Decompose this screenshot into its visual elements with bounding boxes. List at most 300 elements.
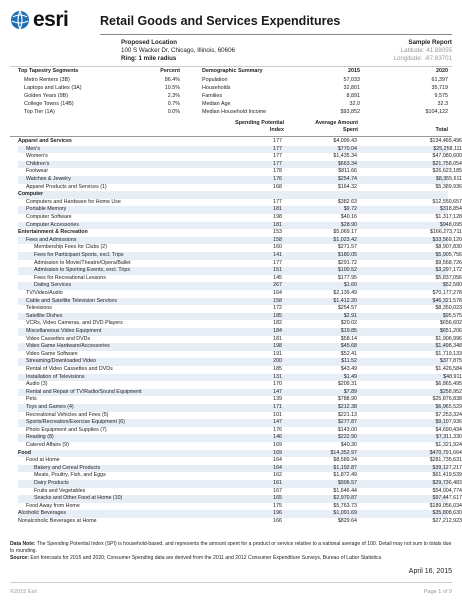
ring: Ring: 1 mile radius bbox=[121, 54, 177, 62]
spi-value: 177 bbox=[273, 138, 282, 144]
table-row bbox=[18, 442, 462, 450]
demographic-2015: 57,033 bbox=[343, 77, 360, 83]
table-row bbox=[18, 244, 462, 252]
total-value: $7,311,330 bbox=[435, 434, 462, 441]
spi-header-line1: Spending Potential bbox=[235, 120, 284, 126]
spi-value: 147 bbox=[273, 419, 282, 426]
coordinate-header bbox=[394, 39, 453, 62]
row-label: Membership Fees for Clubs (2) bbox=[34, 244, 108, 251]
total-value: $8,907,830 bbox=[435, 244, 462, 251]
avg-spent-value: $382.63 bbox=[337, 198, 357, 205]
spi-value: 182 bbox=[273, 320, 282, 327]
table-row bbox=[18, 502, 462, 511]
spi-value: 175 bbox=[273, 502, 282, 509]
spi-value: 160 bbox=[273, 244, 282, 251]
spi-value: 170 bbox=[273, 381, 282, 388]
total-value: $7,253,324 bbox=[435, 411, 462, 418]
avg-spent-value: $2.91 bbox=[343, 312, 357, 319]
table-row bbox=[18, 457, 462, 465]
logo-text: esri bbox=[33, 8, 69, 31]
row-label: Streaming/Downloaded Video bbox=[26, 358, 96, 365]
total-value: $21,758,054 bbox=[432, 160, 462, 167]
spi-value: 185 bbox=[273, 312, 282, 319]
spi-value: 158 bbox=[273, 236, 282, 243]
avg-spent-value: $811.66 bbox=[338, 168, 357, 175]
avg-spent-value: $1.60 bbox=[343, 282, 357, 289]
table-row bbox=[18, 267, 462, 275]
spi-value: 267 bbox=[273, 282, 282, 289]
avg-spent-value: $271.57 bbox=[337, 244, 357, 251]
avg-spent-value: $1,646.44 bbox=[333, 487, 357, 494]
table-row bbox=[18, 373, 462, 382]
spi-header-line2: Index bbox=[269, 127, 284, 133]
row-label: Fees for Participant Sports, excl. Trips bbox=[34, 252, 124, 258]
row-label: Watches & Jewelry bbox=[26, 176, 71, 182]
total-value: $6,965,529 bbox=[435, 404, 462, 410]
avg-spent-value: $40.30 bbox=[340, 442, 357, 448]
total-value: $39,127,217 bbox=[432, 464, 462, 471]
spi-value: 164 bbox=[273, 464, 282, 471]
total-value: $4,690,434 bbox=[435, 426, 462, 433]
avg-spent-value: $277.87 bbox=[337, 419, 357, 426]
avg-spent-value: $20.02 bbox=[340, 320, 357, 327]
row-label: Rental and Repair of TV/Radio/Sound Equipment bbox=[26, 388, 142, 395]
avg-spent-value: $143.00 bbox=[337, 426, 357, 433]
spi-value: 200 bbox=[273, 358, 282, 365]
table-row bbox=[18, 290, 462, 298]
total-value: $9,107,936 bbox=[435, 419, 462, 426]
spi-value: 158 bbox=[273, 297, 282, 304]
row-label: Portable Memory bbox=[26, 206, 67, 213]
table-row bbox=[18, 305, 462, 313]
spi-value: 141 bbox=[273, 252, 282, 258]
row-label: Apparel and Services bbox=[18, 138, 72, 144]
demographic-2020: 35,719 bbox=[431, 85, 448, 91]
spi-value: 131 bbox=[273, 373, 282, 380]
table-row bbox=[18, 510, 462, 518]
total-value: $27,212,923 bbox=[432, 518, 462, 524]
spi-value: 146 bbox=[273, 434, 282, 441]
avg-spent-value: $7.89 bbox=[343, 388, 357, 395]
spi-value: 167 bbox=[273, 487, 282, 494]
demographic-2020: 61,397 bbox=[431, 77, 448, 83]
total-value: $656,602 bbox=[439, 320, 462, 327]
total-value: $1,498,348 bbox=[435, 343, 462, 350]
demographic-label: Median Age bbox=[202, 101, 231, 107]
row-label: Pets bbox=[26, 396, 37, 403]
tapestry-percent: 0.7% bbox=[167, 101, 180, 107]
table-row bbox=[18, 350, 462, 359]
tapestry-segment: Laptops and Lattes (3A) bbox=[24, 85, 82, 91]
tapestry-percent: 0.0% bbox=[167, 109, 180, 115]
row-label: Cable and Satellite Television Services bbox=[26, 297, 117, 304]
table-row bbox=[18, 160, 462, 169]
table-row bbox=[18, 176, 462, 184]
tapestry-segment: Metro Renters (3B) bbox=[24, 77, 70, 83]
table-row bbox=[18, 411, 462, 420]
spi-value: 145 bbox=[273, 274, 282, 281]
location-header bbox=[121, 39, 235, 62]
tapestry-section bbox=[10, 68, 452, 120]
data-note-text: The Spending Potential Index (SPI) is household-based, and represents the amount spent for a product or service relative to a national average of 100. Detail may not sum to totals due to rounding. bbox=[10, 541, 452, 554]
row-label: Meats, Poultry, Fish, and Eggs bbox=[34, 472, 106, 479]
spi-value: 172 bbox=[273, 305, 282, 312]
total-value: $258,952 bbox=[439, 388, 462, 395]
row-label: Televisions bbox=[26, 305, 52, 312]
table-row bbox=[18, 282, 462, 290]
spi-value: 185 bbox=[273, 366, 282, 372]
category-row bbox=[18, 191, 448, 199]
demographic-label: Population bbox=[202, 77, 228, 83]
row-label: Video Cassettes and DVDs bbox=[26, 335, 91, 342]
spi-value: 177 bbox=[273, 145, 282, 152]
table-row bbox=[18, 426, 462, 435]
tapestry-header-percent: Percent bbox=[160, 68, 180, 74]
tapestry-segment: Top Tier (1A) bbox=[24, 109, 55, 115]
total-value: $52,580 bbox=[442, 282, 462, 289]
tapestry-segment: College Towns (14B) bbox=[24, 101, 74, 107]
spi-value: 166 bbox=[273, 518, 282, 524]
demographic-2020: $104,122 bbox=[425, 109, 448, 115]
table-row bbox=[18, 366, 462, 374]
total-value: $1,426,584 bbox=[435, 366, 462, 372]
table-row bbox=[18, 259, 462, 268]
table-row bbox=[18, 419, 462, 427]
row-label: Food Away from Home bbox=[26, 502, 80, 509]
demographic-2020: 32.3 bbox=[437, 101, 448, 107]
total-value: $189,056,034 bbox=[429, 502, 462, 509]
total-value: $3,297,172 bbox=[435, 267, 462, 274]
category-row bbox=[18, 229, 462, 237]
spi-value: 191 bbox=[273, 350, 282, 357]
row-label: Computer Software bbox=[26, 214, 72, 220]
avg-spent-value: $1.49 bbox=[343, 373, 357, 380]
avg-spent-value: $28.90 bbox=[340, 221, 357, 228]
tapestry-percent: 10.5% bbox=[164, 85, 180, 91]
demographic-2015: 32,801 bbox=[343, 85, 360, 91]
table-row bbox=[18, 396, 462, 404]
avg-spent-value: $2,970.87 bbox=[333, 495, 357, 502]
row-label: Bakery and Cereal Products bbox=[34, 464, 101, 471]
row-label: Alcoholic Beverages bbox=[18, 510, 66, 517]
tapestry-segment: Golden Years (9B) bbox=[24, 93, 69, 99]
spi-value: 139 bbox=[273, 396, 282, 403]
total-value: $48,911 bbox=[443, 373, 462, 380]
avg-spent-value: $788.90 bbox=[337, 396, 357, 403]
spi-value: 153 bbox=[273, 229, 282, 236]
spi-value: 164 bbox=[273, 290, 282, 296]
column-headers bbox=[10, 120, 452, 136]
tapestry-header-segments: Top Tapestry Segments bbox=[18, 68, 79, 74]
table-row bbox=[18, 495, 462, 503]
category-row bbox=[18, 138, 462, 146]
avg-spent-value: $1,091.69 bbox=[333, 510, 357, 517]
table-row bbox=[18, 198, 462, 207]
demographic-2015: 8,891 bbox=[346, 93, 360, 99]
longitude: Longitude: -87.63701 bbox=[393, 54, 452, 62]
table-row bbox=[18, 328, 462, 336]
avg-spent-value: $254.57 bbox=[337, 305, 357, 312]
table-row bbox=[18, 312, 462, 321]
row-label: Apparel Products and Services (1) bbox=[26, 183, 107, 190]
total-value: $54,004,774 bbox=[432, 487, 462, 494]
avg-spent-value: $177.95 bbox=[337, 274, 357, 281]
avg-spent-value: $2,139.49 bbox=[333, 290, 357, 296]
total-value: $1,321,924 bbox=[435, 442, 462, 448]
table-row bbox=[18, 183, 462, 192]
spi-value: 162 bbox=[273, 472, 282, 479]
avg-spent-value: $45.68 bbox=[340, 343, 357, 350]
spi-value: 196 bbox=[273, 510, 282, 517]
avg-spent-value: $43.49 bbox=[340, 366, 357, 372]
total-value: $318,854 bbox=[439, 206, 462, 213]
demographic-2015: 32.0 bbox=[349, 101, 360, 107]
row-label: Children's bbox=[26, 160, 50, 167]
row-label: Miscellaneous Video Equipment bbox=[26, 328, 102, 334]
total-value: $9,568,726 bbox=[435, 259, 462, 266]
table-row bbox=[18, 388, 462, 397]
table-row bbox=[18, 221, 462, 230]
total-value: $25,258,111 bbox=[433, 145, 462, 152]
total-value: $1,317,128 bbox=[435, 214, 462, 220]
spi-value: 178 bbox=[273, 168, 282, 175]
avg-spent-value: $212.38 bbox=[337, 404, 357, 410]
row-label: Admission to Movie/Theatre/Opera/Ballet bbox=[34, 259, 131, 266]
divider bbox=[10, 66, 452, 67]
avg-spent-value: $100.52 bbox=[337, 267, 357, 274]
row-label: Admission to Sporting Events, excl. Trips bbox=[34, 267, 130, 274]
source-text: Esri forecasts for 2015 and 2020; Consumer Spending data are derived from the 2011 and 2012 Consumer Expenditure Surveys, Bureau of Labor Statistics. bbox=[30, 555, 383, 562]
total-value: $8,350,023 bbox=[435, 305, 462, 312]
spi-value: 181 bbox=[273, 206, 282, 213]
table-row bbox=[18, 252, 462, 260]
avg-spent-value: $1,435.34 bbox=[333, 153, 357, 160]
total-value: $29,736,483 bbox=[432, 480, 462, 486]
avg-spent-value: $5,763.73 bbox=[333, 502, 357, 509]
row-label: Food at Home bbox=[26, 457, 60, 464]
spi-value: 147 bbox=[273, 388, 282, 395]
row-label: Toys and Games (4) bbox=[26, 404, 74, 410]
row-label: Computers and Hardware for Home Use bbox=[26, 198, 121, 205]
avg-spent-value: $221.13 bbox=[337, 411, 357, 418]
avg-spent-value: $1,192.87 bbox=[333, 464, 357, 471]
spi-value: 169 bbox=[273, 449, 282, 456]
row-label: Fees and Admissions bbox=[26, 236, 77, 243]
avg-spent-value: $291.72 bbox=[337, 259, 357, 266]
spi-value: 176 bbox=[273, 426, 282, 433]
avg-header-line2: Spent bbox=[343, 127, 358, 133]
avg-spent-value: $770.04 bbox=[337, 145, 357, 152]
table-row bbox=[18, 464, 462, 473]
page-number: Page 1 of 9 bbox=[423, 589, 452, 595]
total-value: $47,080,600 bbox=[432, 153, 462, 160]
table-row bbox=[18, 480, 462, 488]
table-row bbox=[18, 487, 462, 496]
row-label: Satellite Dishes bbox=[26, 312, 63, 319]
tapestry-percent: 86.4% bbox=[164, 77, 180, 83]
total-value: $377,875 bbox=[439, 358, 462, 365]
table-row bbox=[18, 236, 462, 245]
table-row bbox=[18, 358, 462, 366]
spi-value: 161 bbox=[273, 480, 282, 486]
spi-value: 184 bbox=[273, 328, 282, 334]
row-label: Dating Services bbox=[34, 282, 72, 289]
copyright: ©2015 Esri bbox=[10, 589, 38, 595]
total-value: $166,273,711 bbox=[429, 229, 462, 236]
row-label: TV/Video/Audio bbox=[26, 290, 63, 296]
row-label: Photo Equipment and Supplies (7) bbox=[26, 426, 107, 433]
row-label: Snacks and Other Food at Home (10) bbox=[34, 495, 123, 502]
total-value: $35,808,630 bbox=[432, 510, 462, 517]
total-value: $948,095 bbox=[439, 221, 462, 228]
total-value: $5,389,936 bbox=[435, 183, 462, 190]
table-row bbox=[18, 153, 462, 161]
spi-value: 169 bbox=[273, 442, 282, 448]
spi-value: 181 bbox=[273, 335, 282, 342]
row-label: Men's bbox=[26, 145, 40, 152]
demographic-label: Families bbox=[202, 93, 223, 99]
row-label: Women's bbox=[26, 153, 48, 160]
category-row bbox=[18, 449, 462, 458]
table-row bbox=[18, 206, 462, 214]
avg-spent-value: $222.90 bbox=[337, 434, 357, 441]
total-value: $5,837,056 bbox=[435, 274, 462, 281]
row-label: Video Game Hardware/Accessories bbox=[26, 343, 110, 350]
globe-icon bbox=[10, 10, 30, 30]
table-row bbox=[18, 381, 462, 389]
row-label: Dairy Products bbox=[34, 480, 69, 486]
total-value: $70,177,278 bbox=[432, 290, 462, 296]
avg-spent-value: $1,412.20 bbox=[333, 297, 357, 304]
table-row bbox=[18, 343, 462, 351]
total-value: $46,321,578 bbox=[432, 297, 462, 304]
row-label: Entertainment & Recreation bbox=[18, 229, 88, 236]
avg-spent-value: $906.57 bbox=[337, 480, 357, 486]
row-label: Sports/Recreation/Exercise Equipment (6) bbox=[26, 419, 125, 426]
avg-spent-value: $14,352.97 bbox=[330, 449, 357, 456]
total-value: $1,719,133 bbox=[435, 350, 462, 357]
row-label: Computer bbox=[18, 191, 44, 198]
table-row bbox=[18, 404, 462, 412]
spi-value: 176 bbox=[273, 176, 282, 182]
total-header: Total bbox=[435, 127, 448, 133]
row-label: Nonalcoholic Beverages at Home bbox=[18, 518, 97, 524]
table-row bbox=[18, 434, 462, 442]
total-value: $651,206 bbox=[439, 328, 462, 334]
avg-header-line1: Average Amount bbox=[315, 120, 358, 126]
total-value: $281,735,631 bbox=[429, 457, 462, 464]
spi-value: 177 bbox=[273, 259, 282, 266]
avg-spent-value: $5,069.17 bbox=[333, 229, 357, 236]
total-value: $470,791,664 bbox=[429, 449, 462, 456]
avg-spent-value: $9.72 bbox=[343, 206, 357, 213]
row-label: VCRs, Video Cameras, and DVD Players bbox=[26, 320, 123, 327]
avg-spent-value: $1,023.42 bbox=[333, 236, 357, 243]
spi-value: 181 bbox=[273, 221, 282, 228]
row-label: Footwear bbox=[26, 168, 49, 175]
avg-spent-value: $164.32 bbox=[337, 183, 357, 190]
divider bbox=[10, 136, 452, 137]
tapestry-header-2015: 2015 bbox=[348, 68, 360, 74]
row-label: Computer Accessories bbox=[26, 221, 79, 228]
row-label: Reading (8) bbox=[26, 434, 54, 441]
total-value: $61,419,539 bbox=[432, 472, 462, 479]
spi-value: 177 bbox=[273, 153, 282, 160]
source-label: Source: bbox=[10, 555, 29, 562]
avg-spent-value: $209.31 bbox=[337, 381, 357, 388]
divider bbox=[10, 582, 452, 583]
tapestry-header-2020: 2020 bbox=[436, 68, 448, 74]
avg-spent-value: $11.52 bbox=[341, 358, 357, 365]
report-type: Sample Report bbox=[408, 39, 452, 46]
table-row bbox=[18, 214, 462, 222]
demographic-label: Households bbox=[202, 85, 231, 91]
avg-spent-value: $52.41 bbox=[340, 350, 357, 357]
row-label: Fees for Recreational Lessons bbox=[34, 274, 106, 281]
avg-spent-value: $1,872.49 bbox=[333, 472, 357, 479]
row-label: Recreational Vehicles and Fees (5) bbox=[26, 411, 109, 418]
total-value: $8,355,611 bbox=[435, 176, 462, 182]
spi-value: 164 bbox=[273, 457, 282, 464]
spi-value: 151 bbox=[273, 267, 282, 274]
avg-spent-value: $180.05 bbox=[337, 252, 357, 258]
demographic-2020: 9,575 bbox=[434, 93, 448, 99]
avg-spent-value: $254.74 bbox=[337, 176, 357, 182]
total-value: $33,569,120 bbox=[432, 236, 462, 243]
report-title: Retail Goods and Services Expenditures bbox=[100, 14, 452, 35]
spi-value: 168 bbox=[273, 183, 282, 190]
proposed-location: Proposed Location bbox=[121, 39, 178, 46]
spi-value: 101 bbox=[273, 411, 282, 418]
expenditure-table bbox=[0, 138, 462, 538]
spi-value: 198 bbox=[273, 343, 282, 350]
total-value: $97,447,617 bbox=[432, 495, 462, 502]
table-row bbox=[18, 274, 462, 283]
avg-spent-value: $8,589.24 bbox=[333, 457, 357, 464]
demographic-2015: $93,852 bbox=[340, 109, 360, 115]
total-value: $134,465,496 bbox=[429, 138, 462, 144]
row-label: Video Game Software bbox=[26, 350, 78, 357]
table-row bbox=[18, 320, 462, 328]
spi-value: 171 bbox=[273, 404, 282, 410]
row-label: Catered Affairs (9) bbox=[26, 442, 69, 448]
total-value: $12,550,657 bbox=[432, 198, 462, 205]
tapestry-percent: 2.3% bbox=[167, 93, 180, 99]
avg-spent-value: $4,099.43 bbox=[333, 138, 357, 144]
avg-spent-value: $40.16 bbox=[340, 214, 357, 220]
spi-value: 198 bbox=[273, 214, 282, 220]
avg-spent-value: $58.14 bbox=[340, 335, 357, 342]
report-date: April 16, 2015 bbox=[408, 568, 452, 575]
avg-spent-value: $19.85 bbox=[340, 328, 357, 334]
total-value: $26,623,185 bbox=[432, 168, 462, 175]
demographic-label: Median Household Income bbox=[202, 109, 267, 115]
total-value: $95,575 bbox=[442, 312, 462, 319]
spi-value: 165 bbox=[273, 495, 282, 502]
row-label: Audio (3) bbox=[26, 381, 48, 388]
row-label: Fruits and Vegetables bbox=[34, 487, 86, 494]
table-row bbox=[18, 145, 462, 154]
row-label: Food bbox=[18, 449, 31, 456]
table-row bbox=[18, 518, 462, 526]
tapestry-header-demo: Demographic Summary bbox=[202, 68, 263, 74]
data-note-label: Data Note: bbox=[10, 541, 36, 547]
row-label: Installation of Televisions bbox=[26, 373, 85, 380]
avg-spent-value: $663.34 bbox=[337, 160, 357, 167]
spi-value: 177 bbox=[273, 160, 282, 167]
latitude: Latitude: 41.88055 bbox=[400, 46, 452, 54]
table-row bbox=[18, 297, 462, 306]
